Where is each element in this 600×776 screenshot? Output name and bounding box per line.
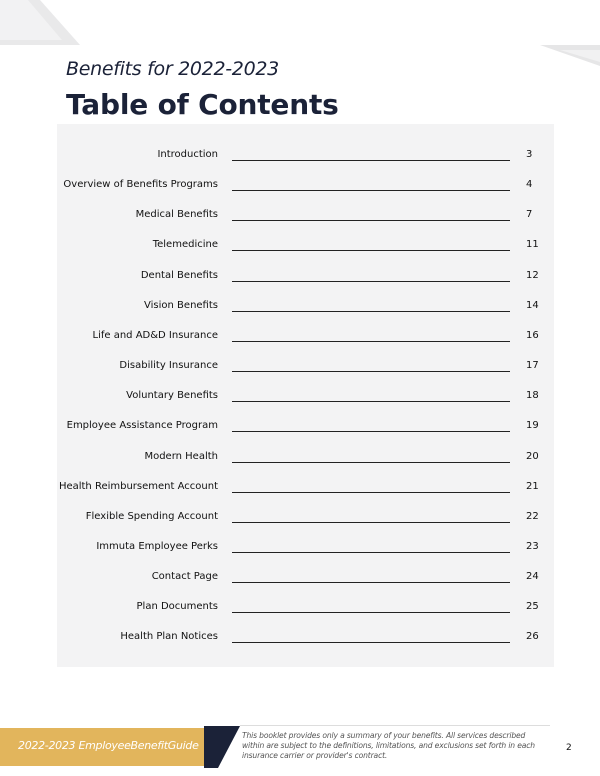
- toc-leader-line: [232, 522, 510, 523]
- toc-entry[interactable]: [57, 235, 554, 255]
- toc-entry-page: 18: [526, 390, 539, 402]
- toc-entry[interactable]: [57, 597, 554, 617]
- toc-entry[interactable]: [57, 205, 554, 225]
- footer-accent-shape: [204, 726, 240, 768]
- corner-decoration: [0, 0, 80, 45]
- toc-leader-line: [232, 552, 510, 553]
- toc-entry-page: 3: [526, 149, 533, 160]
- toc-entry-label: Health Reimbursement Account: [58, 480, 218, 492]
- toc-entry-page: 26: [526, 631, 539, 643]
- toc-leader-line: [232, 250, 510, 251]
- toc-entry[interactable]: [57, 296, 554, 316]
- toc-entry-label: Vision Benefits: [144, 299, 218, 311]
- toc-entry-label: Dental Benefits: [140, 269, 218, 281]
- toc-entry-label: Plan Documents: [136, 601, 218, 613]
- toc-leader-line: [232, 190, 510, 191]
- toc-entry-label: Employee Assistance Program: [66, 420, 218, 432]
- footer-divider: [240, 725, 550, 726]
- toc-leader-line: [232, 431, 510, 432]
- toc-leader-line: [232, 341, 510, 342]
- toc-panel: [57, 124, 554, 667]
- toc-leader-line: [232, 612, 510, 613]
- toc-entry-label: Flexible Spending Account: [85, 510, 218, 522]
- toc-leader-line: [232, 311, 510, 312]
- toc-entry[interactable]: [57, 416, 554, 436]
- corner-decoration: [540, 0, 600, 66]
- toc-entry[interactable]: [57, 326, 554, 346]
- toc-entry-label: Medical Benefits: [135, 209, 218, 221]
- toc-entry-page: 4: [526, 179, 533, 191]
- toc-entry[interactable]: [57, 145, 554, 165]
- toc-entry[interactable]: [57, 627, 554, 647]
- toc-entry[interactable]: [57, 386, 554, 406]
- toc-entry-label: Introduction: [157, 149, 218, 160]
- toc-leader-line: [232, 371, 510, 372]
- toc-entry-page: 21: [526, 480, 539, 492]
- toc-leader-line: [232, 582, 510, 583]
- toc-entry[interactable]: [57, 507, 554, 527]
- toc-leader-line: [232, 462, 510, 463]
- toc-entry-page: 23: [526, 540, 539, 552]
- toc-leader-line: [232, 401, 510, 402]
- toc-entry[interactable]: [57, 447, 554, 467]
- toc-entry-label: Modern Health: [144, 450, 218, 462]
- toc-entry-label: Voluntary Benefits: [126, 390, 218, 402]
- toc-leader-line: [232, 160, 510, 161]
- toc-entry-page: 7: [526, 209, 533, 221]
- toc-entry[interactable]: [57, 537, 554, 557]
- toc-entry-page: 17: [526, 360, 539, 372]
- toc-entry-page: 20: [526, 450, 539, 462]
- page-number: 2: [566, 743, 572, 753]
- toc-entry[interactable]: [57, 175, 554, 195]
- toc-entry-page: 22: [526, 510, 539, 522]
- toc-entry-page: 25: [526, 601, 539, 613]
- toc-leader-line: [232, 642, 510, 643]
- page-title: Table of Contents: [66, 88, 339, 121]
- toc-entry-label: Life and AD&D Insurance: [92, 329, 218, 341]
- toc-entry-page: 12: [526, 269, 539, 281]
- toc-entry-page: 11: [526, 239, 539, 251]
- toc-entry-label: Overview of Benefits Programs: [63, 179, 218, 191]
- toc-entry-label: Immuta Employee Perks: [96, 540, 218, 552]
- footer-guide-title: 2022-2023 EmployeeBenefitGuide: [18, 739, 199, 752]
- page-subtitle: Benefits for 2022-2023: [66, 58, 279, 80]
- footer-disclaimer: This booklet provides only a summary of your benefits. All services described within are subject to the definitions, limitations, and exclusions set forth in each insurance carrier or provider's contract.: [242, 731, 535, 760]
- toc-entry[interactable]: [57, 567, 554, 587]
- toc-entry-label: Contact Page: [151, 571, 218, 583]
- toc-entry-page: 24: [526, 571, 539, 583]
- toc-entry-page: 16: [526, 329, 539, 341]
- toc-entry[interactable]: [57, 266, 554, 286]
- toc-entry-page: 19: [526, 420, 539, 432]
- toc-entry-page: 14: [526, 299, 539, 311]
- toc-entry-label: Telemedicine: [152, 239, 218, 251]
- toc-entry[interactable]: [57, 477, 554, 497]
- toc-entry[interactable]: [57, 356, 554, 376]
- toc-leader-line: [232, 492, 510, 493]
- toc-entry-label: Disability Insurance: [119, 360, 218, 372]
- toc-entry-label: Health Plan Notices: [120, 631, 218, 643]
- toc-leader-line: [232, 281, 510, 282]
- toc-leader-line: [232, 220, 510, 221]
